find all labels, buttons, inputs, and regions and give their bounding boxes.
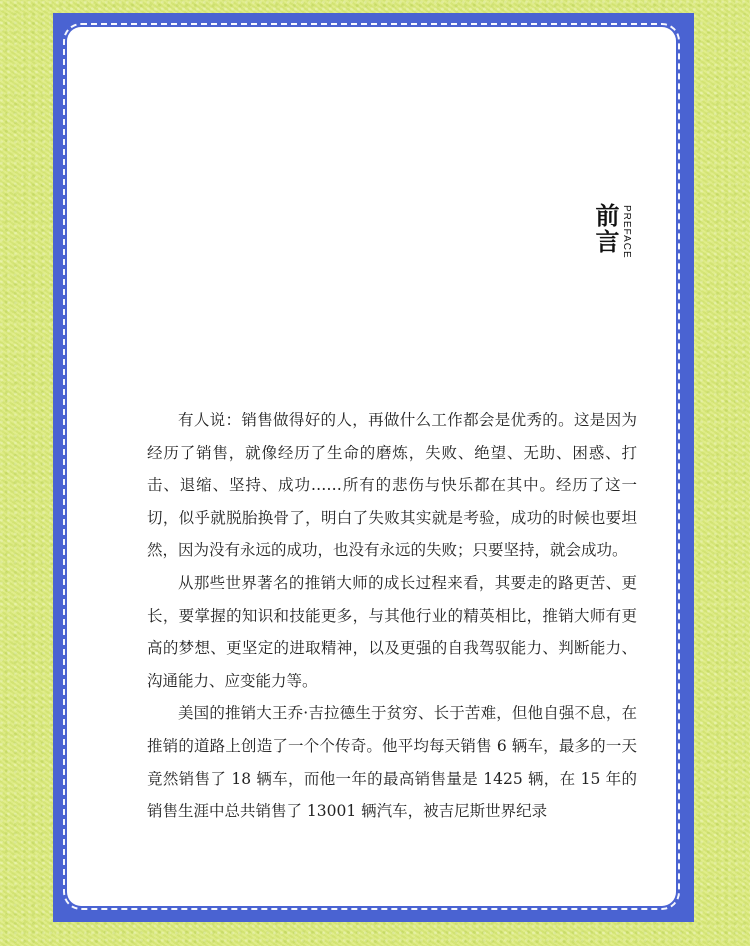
preface-heading [589, 203, 649, 283]
page-title: 前言 [591, 203, 619, 255]
paragraph-2: 从那些世界著名的推销大师的成长过程来看，其要走的路更苦、更长，要掌握的知识和技能更多，与其他行业的精英相比，推销大师有更高的梦想、更坚定的进取精神，以及更强的自我驾驭能力、判断能力、沟通能力、应变能力等。 [147, 573, 637, 690]
page-subtitle: PREFACE [621, 205, 632, 259]
paragraph-1: 有人说：销售做得好的人，再做什么工作都会是优秀的。这是因为经历了销售，就像经历了生命的磨炼，失败、绝望、无助、困惑、打击、退缩、坚持、成功……所有的悲伤与快乐都在其中。经历了这一切，似乎就脱胎换骨了，明白了失败其实就是考验，成功的时候也要坦然，因为没有永远的成功，也没有永远的失败；只要坚持，就会成功。 [147, 411, 637, 560]
preface-page [67, 27, 676, 906]
page-frame [53, 13, 694, 922]
body-text [147, 404, 637, 828]
paragraph-3: 美国的推销大王乔·吉拉德生于贫穷、长于苦难，但他自强不息，在推销的道路上创造了一个个传奇。他平均每天销售 6 辆车，最多的一天竟然销售了 18 辆车，而他一年的最高销售量是 1425 辆，在 15 年的销售生涯中总共销售了 13001 辆汽车，被吉尼斯世界纪录 [147, 704, 637, 821]
